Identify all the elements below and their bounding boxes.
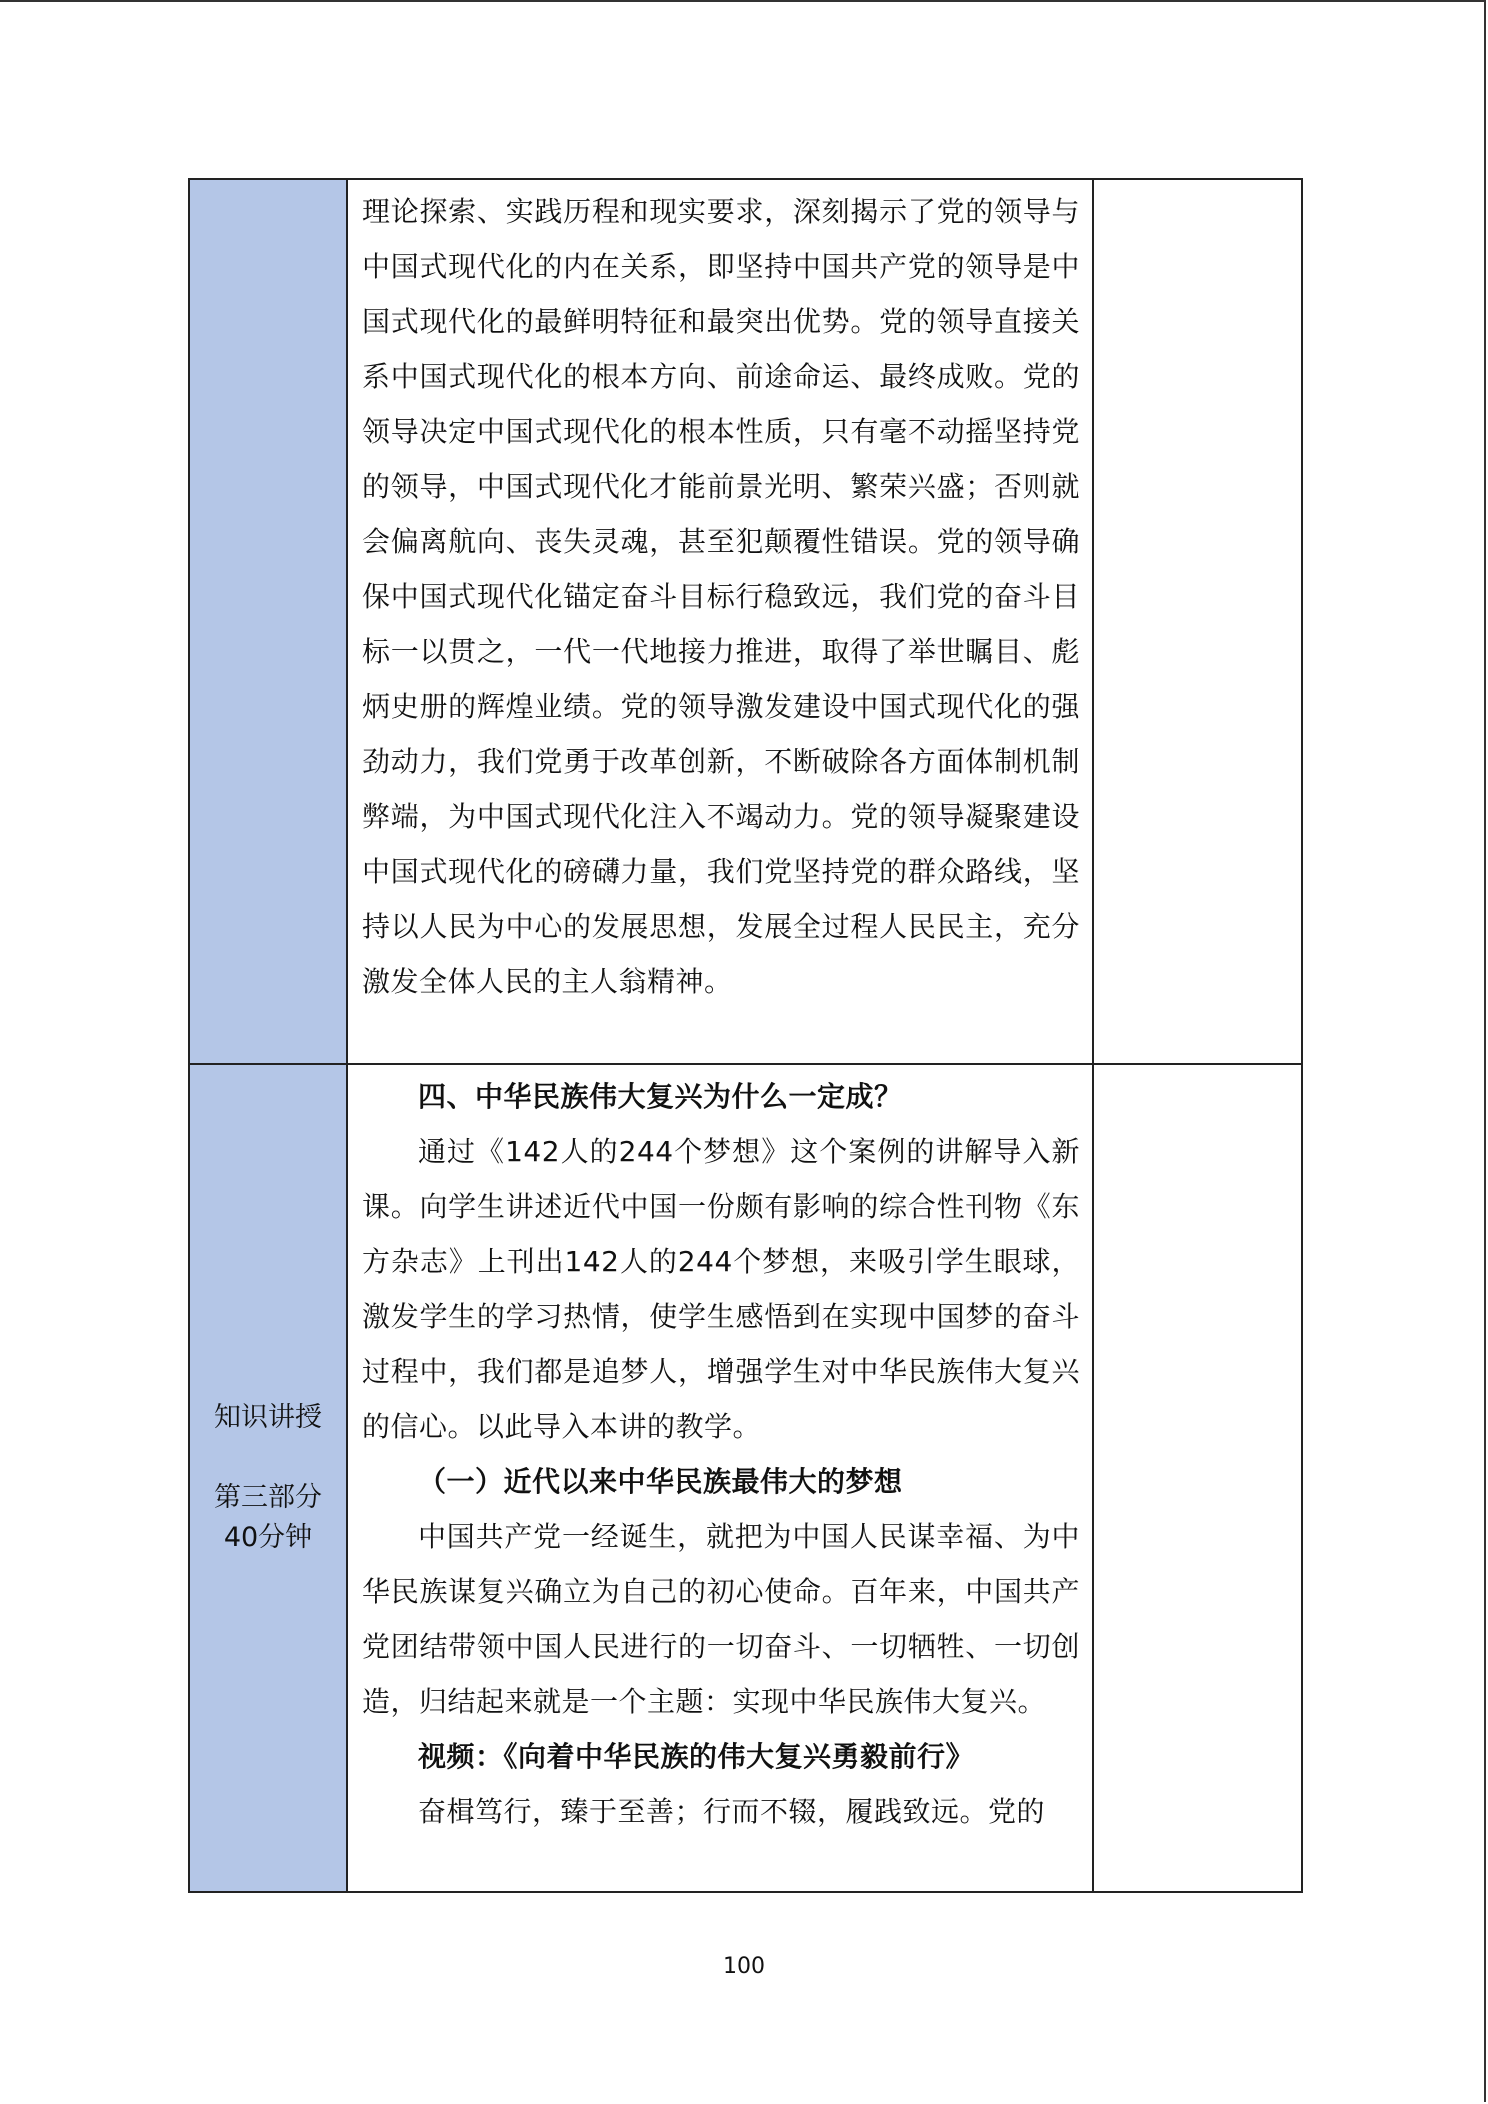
video-title: 视频：《向着中华民族的伟大复兴勇毅前行》	[418, 1740, 975, 1773]
body-paragraph: 通过《142人的244个梦想》这个案例的讲解导入新课。向学生讲述近代中国一份颇有影响的综合性刊物《东方杂志》上刊出142人的244个梦想，来吸引学生眼球，激发学生的学习热情，使学生感悟到在实现中国梦的奋斗过程中，我们都是追梦人，增强学生对中华民族伟大复兴的信心。以此导入本讲的教学。	[362, 1135, 1080, 1443]
subsection-heading: （一）近代以来中华民族最伟大的梦想	[418, 1465, 903, 1498]
row-label-cell	[189, 179, 347, 1064]
part-label: 第三部分	[214, 1482, 322, 1513]
lesson-plan-table	[188, 178, 1303, 1893]
section-label: 知识讲授	[214, 1402, 322, 1433]
content-cell	[347, 1064, 1093, 1892]
body-paragraph: 奋楫笃行，臻于至善；行而不辍，履践致远。党的	[418, 1795, 1046, 1828]
section-heading: 四、中华民族伟大复兴为什么一定成？	[418, 1080, 903, 1113]
note-cell	[1093, 1064, 1302, 1892]
body-paragraph: 中国共产党一经诞生，就把为中国人民谋幸福、为中华民族谋复兴确立为自己的初心使命。百年来，中国共产党团结带领中国人民进行的一切奋斗、一切牺牲、一切创造，归结起来就是一个主题：实现中华民族伟大复兴。	[362, 1520, 1080, 1718]
table-row	[189, 179, 1302, 1064]
page-number: 100	[723, 1954, 765, 1979]
body-paragraph: 理论探索、实践历程和现实要求，深刻揭示了党的领导与中国式现代化的内在关系，即坚持中国共产党的领导是中国式现代化的最鲜明特征和最突出优势。党的领导直接关系中国式现代化的根本方向、前途命运、最终成败。党的领导决定中国式现代化的根本性质，只有毫不动摇坚持党的领导，中国式现代化才能前景光明、繁荣兴盛；否则就会偏离航向、丧失灵魂，甚至犯颠覆性错误。党的领导确保中国式现代化锚定奋斗目标行稳致远，我们党的奋斗目标一以贯之，一代一代地接力推进，取得了举世瞩目、彪炳史册的辉煌业绩。党的领导激发建设中国式现代化的强劲动力，我们党勇于改革创新，不断破除各方面体制机制弊端，为中国式现代化注入不竭动力。党的领导凝聚建设中国式现代化的磅礴力量，我们党坚持党的群众路线，坚持以人民为中心的发展思想，发展全过程人民民主，充分激发全体人民的主人翁精神。	[362, 195, 1080, 998]
content-cell	[347, 179, 1093, 1064]
note-cell	[1093, 179, 1302, 1064]
row-label-cell	[189, 1064, 347, 1892]
table-row	[189, 1064, 1302, 1892]
duration-label: 40分钟	[223, 1522, 313, 1553]
